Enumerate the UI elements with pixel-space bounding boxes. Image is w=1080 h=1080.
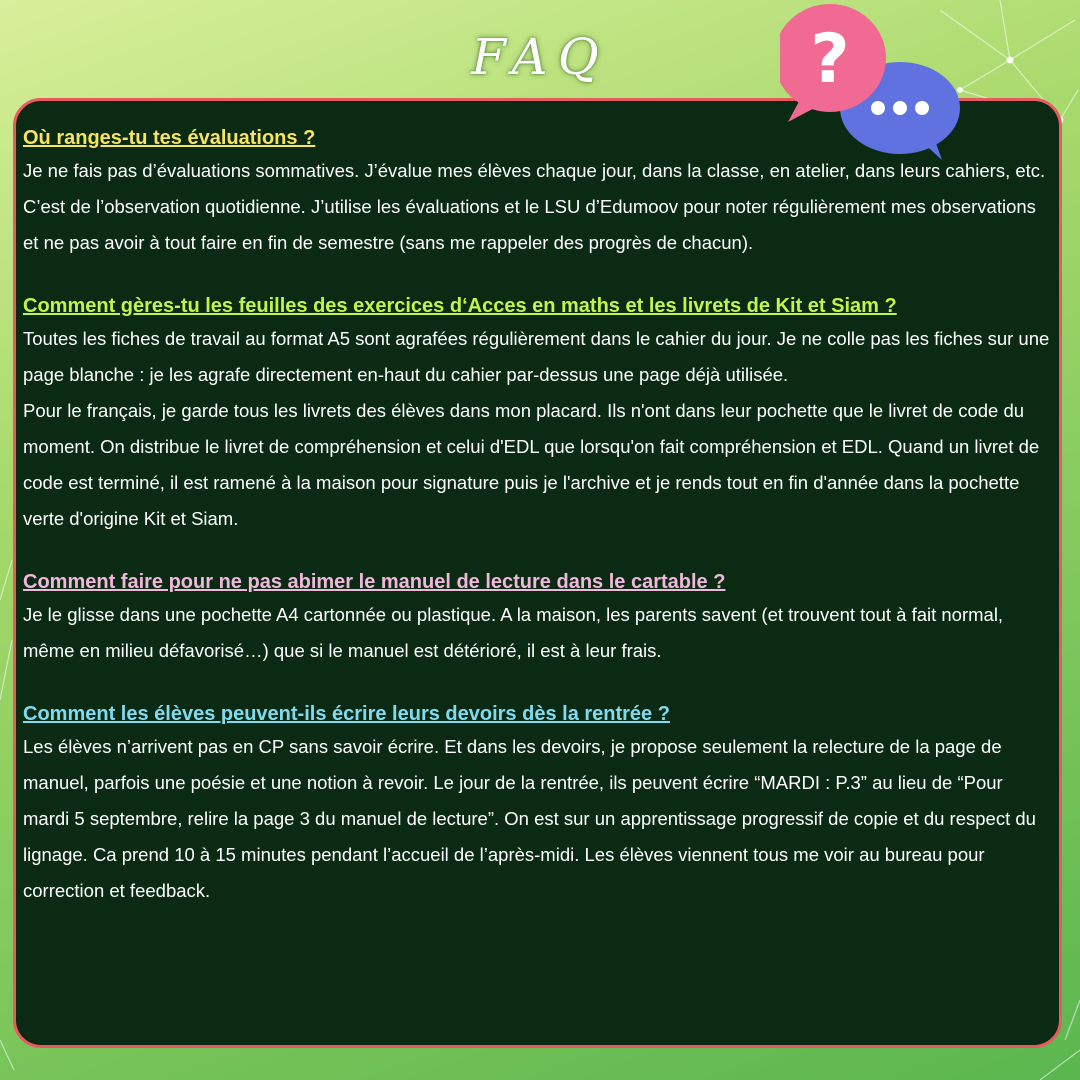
faq-question-2: Comment gères-tu les feuilles des exercices d‘Acces en maths et les livrets de Kit et Siam ? — [23, 295, 897, 317]
svg-text:?: ? — [810, 20, 850, 99]
faq-question-4: Comment les élèves peuvent-ils écrire leurs devoirs dès la rentrée ? — [23, 703, 670, 725]
faq-card — [13, 98, 1062, 1048]
page-title: FAQ — [471, 28, 609, 86]
faq-question-3: Comment faire pour ne pas abimer le manuel de lecture dans le cartable ? — [23, 571, 726, 593]
faq-answer-3: Je le glisse dans une pochette A4 cartonnée ou plastique. A la maison, les parents savent (et trouvent tout à fait normal, même en milieu défavorisé…) que si le manuel est détérioré, il est à leur frais. — [23, 604, 1004, 661]
faq-answer-2-part-1: Toutes les fiches de travail au format A5 sont agrafées régulièrement dans le cahier du jour. Je ne colle pas les fiches sur une page blanche : je les agrafe directement en-haut du cahier par-dessus une page déjà utilisée. — [23, 328, 1050, 385]
faq-answer-1: Je ne fais pas d’évaluations sommatives. J’évalue mes élèves chaque jour, dans la classe, en atelier, dans leurs cahiers, etc. C’est de l’observation quotidienne. J’utilise les évaluations et le LSU d’Edumoov pour noter régulièrement mes observations et ne pas avoir à tout faire en fin de semestre (sans me rappeler des progrès de chacun). — [23, 160, 1046, 253]
faq-question-1: Où ranges-tu tes évaluations ? — [23, 127, 316, 149]
chat-bubbles-illustration — [780, 0, 970, 165]
faq-answer-4: Les élèves n’arrivent pas en CP sans savoir écrire. Et dans les devoirs, je propose seulement la relecture de la page de manuel, parfois une poésie et une notion à revoir. Le jour de la rentrée, ils peuvent écrire “MARDI : P.3” au lieu de “Pour mardi 5 septembre, relire la page 3 du manuel de lecture”. On est sur un apprentissage progressif de copie et du respect du lignage. Ca prend 10 à 15 minutes pendant l’accueil de l’après-midi. Les élèves viennent tous me voir au bureau pour correction et feedback. — [23, 736, 1036, 901]
faq-answer-2-part-2: Pour le français, je garde tous les livrets des élèves dans mon placard. Ils n'ont dans leur pochette que le livret de code du moment. On distribue le livret de compréhension et celui d'EDL que lorsqu'on fait compréhension et EDL. Quand un livret de code est terminé, il est ramené à la maison pour signature puis je l'archive et je rends tout en fin d'année dans la pochette verte d'origine Kit et Siam. — [23, 400, 1040, 529]
